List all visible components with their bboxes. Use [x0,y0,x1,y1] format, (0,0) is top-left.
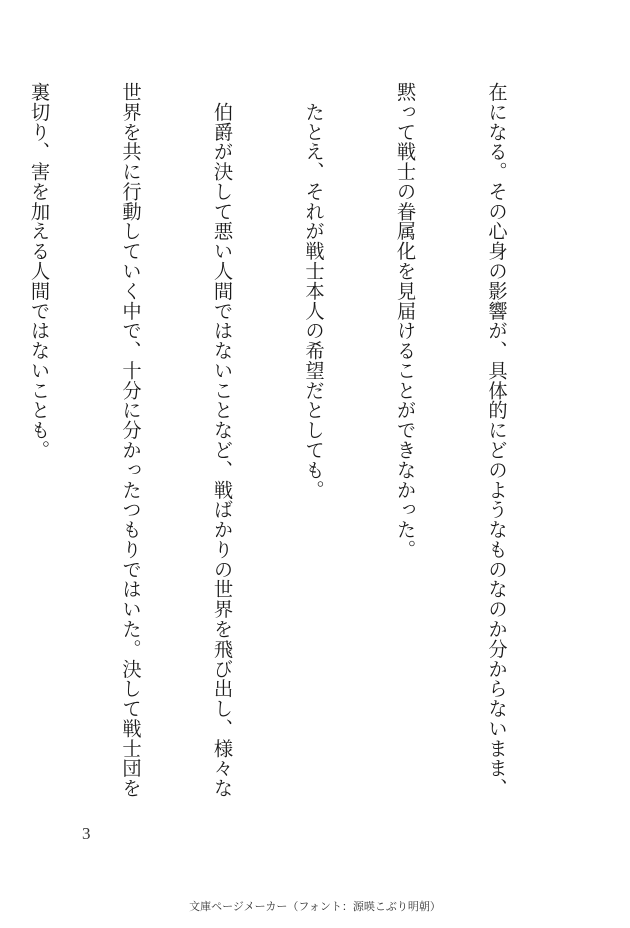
vertical-body-text [0,82,572,802]
footer-credit: 文庫ページメーカー（フォント：源暎こぶり明朝） [189,900,441,913]
page-number: 3 [82,824,91,843]
text-line: 伯爵が決して悪い人間ではないことなど、戦ばかりの世界を飛び出し、様々な [210,82,234,799]
text-line: たとえ、それが戦士本人の希望だとしても。 [302,82,325,500]
text-line: 在になる。その心身の影響が、具体的にどのようなものなのか分からないまま、 [485,82,508,799]
text-line: 黙って戦士の眷属化を見届けることができなかった。 [393,82,417,560]
text-line: 世界を共に行動していく中で、十分に分かったつもりではいた。決して戦士団を [119,82,142,799]
text-line: 裏切り、害を加える人間ではないことも。 [27,82,51,460]
